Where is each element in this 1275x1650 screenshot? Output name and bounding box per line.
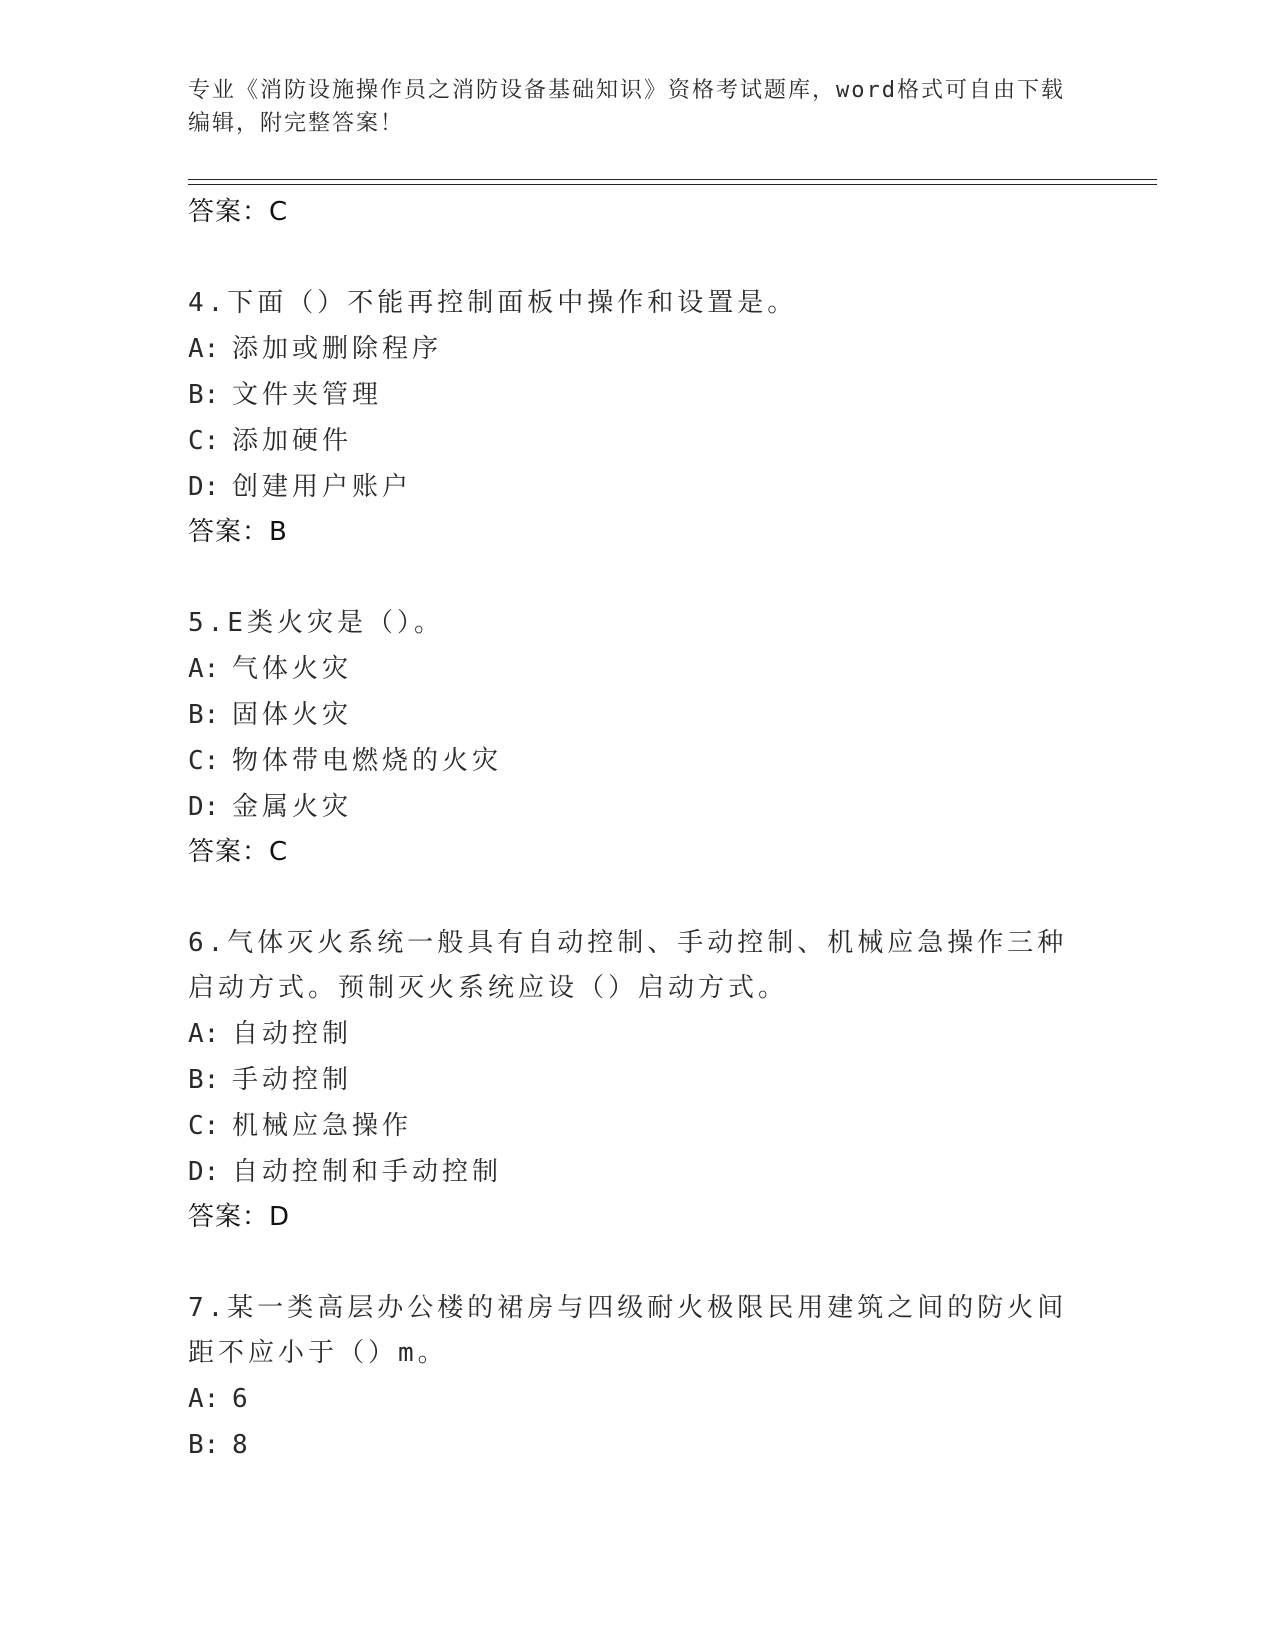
option-text: 机械应急操作 [232, 1111, 413, 1141]
option-c [188, 738, 1088, 784]
option-letter: A: [188, 654, 220, 684]
option-a [188, 1011, 1088, 1057]
answer-line: 答案：C [188, 197, 289, 227]
option-letter: B: [188, 1065, 220, 1095]
option-letter: D: [188, 472, 220, 502]
answer-line: 答案：B [188, 517, 288, 547]
option-c [188, 418, 1088, 464]
option-d [188, 784, 1088, 830]
document-header: 专业《消防设施操作员之消防设备基础知识》资格考试题库，word格式可自由下载编辑，附完整答案！ [188, 78, 1065, 136]
question-list [188, 190, 1088, 1468]
option-text: 文件夹管理 [232, 380, 383, 410]
option-letter: B: [188, 700, 220, 730]
option-b [188, 1057, 1088, 1103]
question-stem: 6.气体灭火系统一般具有自动控制、手动控制、机械应急操作三种启动方式。预制灭火系统应设（）启动方式。 [188, 928, 1068, 1003]
option-a [188, 326, 1088, 372]
option-text: 创建用户账户 [232, 472, 413, 502]
option-d [188, 464, 1088, 510]
option-d [188, 1149, 1088, 1195]
question-7 [188, 1286, 1088, 1468]
option-letter: B: [188, 380, 220, 410]
option-b [188, 692, 1088, 738]
option-text: 8 [232, 1430, 252, 1460]
option-text: 气体火灾 [232, 654, 353, 684]
option-text: 添加或删除程序 [232, 334, 443, 364]
header-rule-top [188, 179, 1157, 180]
option-letter: A: [188, 1019, 220, 1049]
option-text: 添加硬件 [232, 426, 353, 456]
option-text: 自动控制和手动控制 [232, 1157, 503, 1187]
answer-line: 答案：C [188, 837, 289, 867]
option-text: 物体带电燃烧的火灾 [232, 746, 503, 776]
question-6 [188, 921, 1088, 1240]
answer-line: 答案：D [188, 1202, 291, 1232]
option-letter: C: [188, 426, 220, 456]
option-a [188, 646, 1088, 692]
option-a [188, 1376, 1088, 1422]
question-stem: 4.下面（）不能再控制面板中操作和设置是。 [188, 288, 798, 318]
option-text: 手动控制 [232, 1065, 353, 1095]
question-stem: 5.E类火灾是（）。 [188, 608, 444, 638]
question-4 [188, 281, 1088, 555]
option-text: 金属火灾 [232, 792, 353, 822]
option-letter: A: [188, 334, 220, 364]
option-letter: D: [188, 1157, 220, 1187]
option-text: 固体火灾 [232, 700, 353, 730]
option-letter: A: [188, 1384, 220, 1414]
question-stem: 7.某一类高层办公楼的裙房与四级耐火极限民用建筑之间的防火间距不应小于（）m。 [188, 1293, 1068, 1368]
option-letter: D: [188, 792, 220, 822]
option-c [188, 1103, 1088, 1149]
option-letter: C: [188, 1111, 220, 1141]
option-text: 6 [232, 1384, 252, 1414]
option-b [188, 372, 1088, 418]
question-5 [188, 601, 1088, 875]
option-letter: B: [188, 1430, 220, 1460]
option-text: 自动控制 [232, 1019, 353, 1049]
option-letter: C: [188, 746, 220, 776]
header-rule-bottom [188, 184, 1157, 185]
option-b [188, 1422, 1088, 1468]
